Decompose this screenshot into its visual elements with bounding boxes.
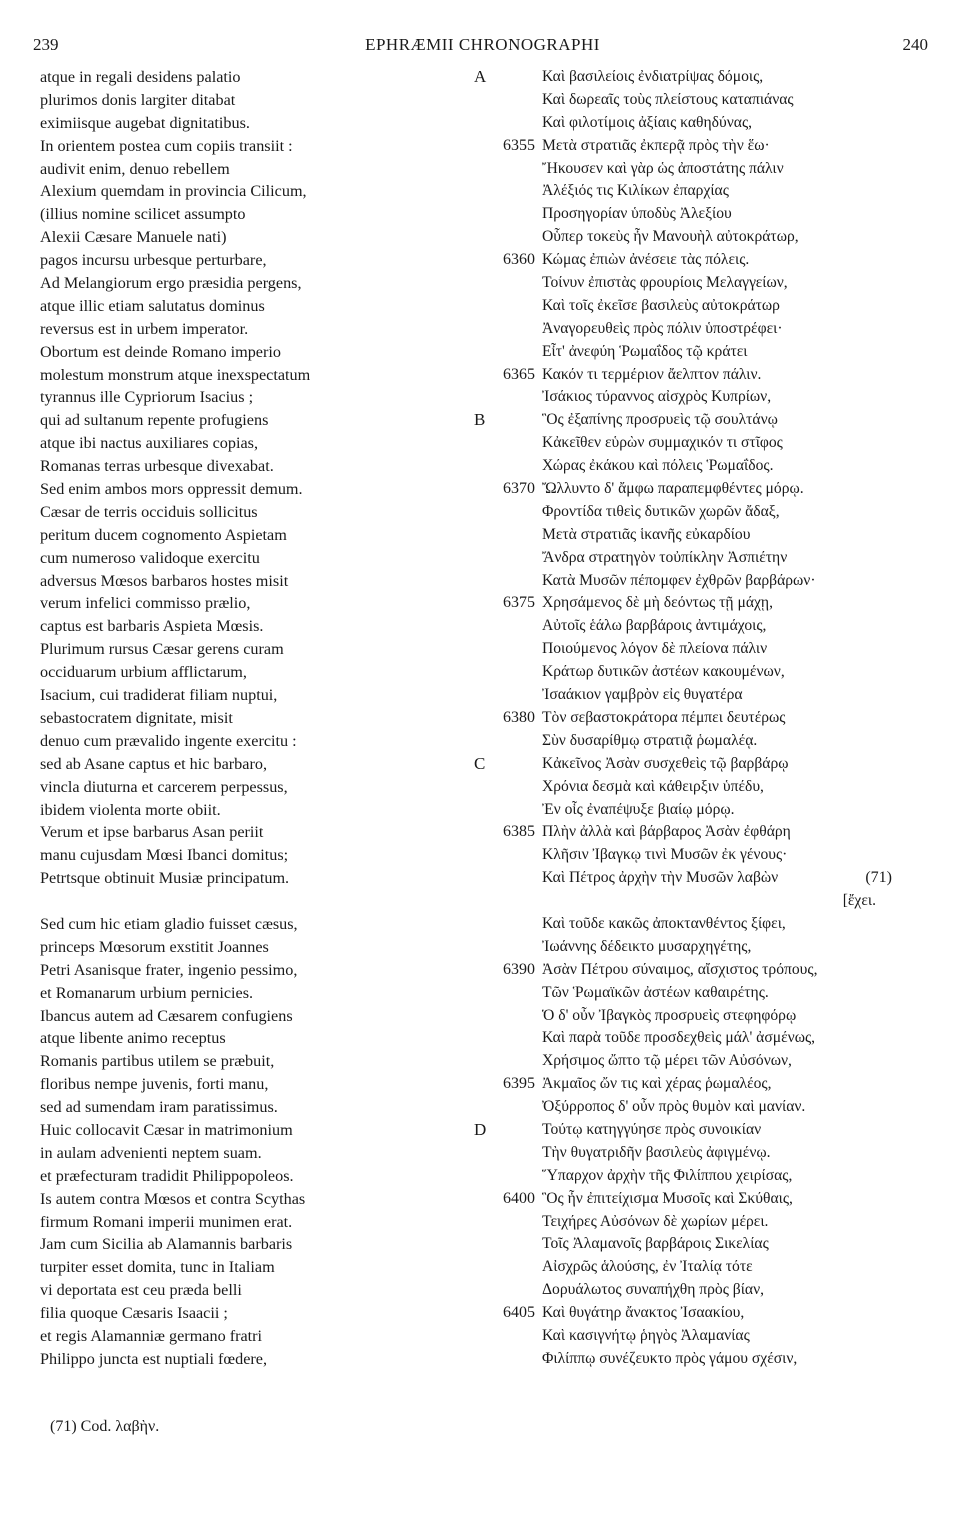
margin-row	[440, 1027, 535, 1050]
latin-line: verum infelici commisso prælio,	[40, 594, 251, 613]
section-letter: B	[474, 410, 486, 430]
latin-line: Romanis partibus utilem se præbuit,	[40, 1052, 275, 1071]
margin-row	[440, 1279, 535, 1302]
greek-line-text: Χώρας ἐκάκου καὶ πόλεις Ῥωμαΐδος.	[542, 457, 774, 475]
greek-line	[542, 730, 932, 753]
latin-line: qui ad sultanum repente profugiens	[40, 411, 269, 430]
margin-row	[440, 615, 535, 638]
margin-row	[440, 341, 535, 364]
greek-line-text: Τοῖς Ἀλαμανοῖς βαρβάροις Σικελίας	[542, 1235, 769, 1253]
greek-line	[542, 66, 932, 89]
latin-line: floribus nempe juvenis, forti manu,	[40, 1075, 269, 1094]
margin-row	[440, 684, 535, 707]
margin-row	[440, 249, 535, 272]
latin-line: Huic collocavit Cæsar in matrimonium	[40, 1120, 293, 1139]
greek-line	[542, 776, 932, 799]
greek-line-text: Κώμας ἐπιὼν ἀνέσειε τὰς πόλεις.	[542, 251, 750, 269]
section-letter: C	[474, 753, 486, 773]
greek-line-text: Πλὴν ἀλλὰ καὶ βάρβαρος Ἀσὰν ἐφθάρη	[542, 823, 791, 841]
margin-row	[440, 1073, 535, 1096]
latin-line: audivit enim, denuo rebellem	[40, 159, 230, 178]
verse-number: 6380	[503, 708, 535, 726]
margin-row	[440, 1348, 535, 1371]
latin-line: sed ad sumendam iram paratissimus.	[40, 1098, 278, 1117]
greek-line-text: Χρησάμενος δὲ μὴ δεόντως τῇ μάχῃ,	[542, 594, 773, 612]
latin-line: Obortum est deinde Romano imperio	[40, 342, 281, 361]
margin-row	[440, 1325, 535, 1348]
greek-line	[542, 936, 932, 959]
latin-line: Romanas terras urbesque divexabat.	[40, 457, 274, 476]
greek-line-text: Κακόν τι τερμέριον ἄελπτον πάλιν.	[542, 365, 762, 383]
greek-line-text: Προσηγορίαν ὑποδὺς Ἀλεξίου	[542, 205, 732, 223]
greek-line-text: Καὶ παρὰ τοῦδε προσδεχθεὶς μάλ' ἀσμένως,	[542, 1029, 816, 1047]
greek-line-text: Κράτωρ δυτικῶν ἀστέων κακουμένων,	[542, 663, 785, 681]
greek-line-text: Φροντίδα τιθεὶς δυτικῶν χωρῶν ἄδαξ,	[542, 502, 780, 520]
greek-line	[542, 867, 932, 890]
greek-line	[542, 455, 932, 478]
verse-number: 6375	[503, 594, 535, 612]
margin-row	[440, 386, 535, 409]
latin-line: Is autem contra Mœsos et contra Scythas	[40, 1189, 306, 1208]
margin-row	[440, 1142, 535, 1165]
greek-line	[542, 386, 932, 409]
margin-row	[440, 1302, 535, 1325]
latin-line: denuo cum prævalido ingente exercitu :	[40, 731, 297, 750]
latin-line: reversus est in urbem imperator.	[40, 319, 249, 338]
latin-line: atque ibi nactus auxiliares copias,	[40, 434, 259, 453]
margin-row	[440, 524, 535, 547]
greek-line	[542, 432, 932, 455]
greek-line	[542, 272, 932, 295]
section-letter: D	[474, 1119, 487, 1139]
greek-line-text: Σὺν δυσαρίθμῳ στρατιᾷ ῥωμαλέᾳ.	[542, 731, 758, 749]
greek-line	[542, 135, 932, 158]
verse-number: 6385	[503, 823, 535, 841]
latin-column	[40, 66, 430, 1371]
greek-line-text: Ποιούμενος λόγον δὲ πλείονα πάλιν	[542, 640, 768, 658]
greek-line	[542, 1073, 932, 1096]
greek-line-text: Μετὰ στρατιᾶς ἐκπερᾷ πρὸς τὴν ἕω·	[542, 136, 770, 154]
latin-line: cum numeroso validoque exercitu	[40, 548, 260, 567]
margin-row	[440, 890, 535, 913]
margin-row	[440, 1050, 535, 1073]
greek-line-text: Καὶ θυγάτηρ ἄνακτος Ἰσαακίου,	[542, 1304, 745, 1322]
margin-row	[440, 661, 535, 684]
greek-line	[542, 821, 932, 844]
greek-line-text: Ἰσαάκιον γαμβρὸν εἰς θυγατέρα	[542, 686, 743, 704]
margin-row	[440, 1005, 535, 1028]
latin-line: Isacium, cui tradiderat filiam nuptui,	[40, 686, 278, 705]
margin-row	[440, 936, 535, 959]
greek-line-text: Ἰωάννης δέδεικτο μυσαρχηγέτης,	[542, 937, 752, 955]
margin-row	[440, 318, 535, 341]
greek-line	[542, 478, 932, 501]
greek-line-text: Ὃς ἐξαπίνης προσρυεὶς τῷ σουλτάνῳ	[542, 411, 778, 429]
margin-row	[440, 158, 535, 181]
margin-row	[440, 1119, 535, 1142]
margin-row	[440, 547, 535, 570]
greek-line-text: Φιλίππῳ συνέζευκτο πρὸς γάμου σχέσιν,	[542, 1349, 798, 1367]
greek-line	[542, 570, 932, 593]
greek-line	[542, 89, 932, 112]
latin-line: Sed cum hic etiam gladio fuisset cæsus,	[40, 914, 298, 933]
margin-row	[440, 730, 535, 753]
greek-line	[542, 409, 932, 432]
greek-line	[542, 524, 932, 547]
margin-row	[440, 707, 535, 730]
margin-row	[440, 1165, 535, 1188]
greek-line-text: Κἀκεῖνος Ἀσὰν συσχεθεὶς τῷ βαρβάρῳ	[542, 754, 789, 772]
latin-line: atque illic etiam salutatus dominus	[40, 296, 265, 315]
greek-line	[542, 753, 932, 776]
greek-line	[542, 203, 932, 226]
greek-line-text: Καὶ φιλοτίμοις ἀξίαις καθηδύνας,	[542, 113, 753, 131]
greek-line-text: Τοίνυν ἐπιστὰς φρουρίοις Μελαγγείων,	[542, 274, 788, 292]
margin-row	[440, 66, 535, 89]
margin-row	[440, 638, 535, 661]
greek-line-text: Ἤκουσεν καὶ γὰρ ὡς ἀποστάτης πάλιν	[542, 159, 784, 177]
latin-line: Petri Asanisque frater, ingenio pessimo,	[40, 960, 298, 979]
greek-line	[542, 844, 932, 867]
latin-line: Philippo juncta est nuptiali fœdere,	[40, 1349, 268, 1368]
greek-line-text: Τῶν Ῥωμαϊκῶν ἀστέων καθαιρέτης.	[542, 983, 769, 1001]
greek-line-text: Καὶ τοῖς ἐκεῖσε βασιλεὺς αὐτοκράτωρ	[542, 296, 780, 314]
margin-row	[440, 501, 535, 524]
greek-line	[542, 615, 932, 638]
latin-line: firmum Romani imperii munimen erat.	[40, 1212, 293, 1231]
greek-line-text: Ἐν οἷς ἐναπέψυξε βιαίῳ μόρῳ.	[542, 800, 735, 818]
latin-line: pagos incursu urbesque perturbare,	[40, 251, 267, 270]
greek-line-text: Κλῆσιν Ἰβαγκῳ τινὶ Μυσῶν ἐκ γένους·	[542, 846, 788, 864]
greek-line	[542, 1233, 932, 1256]
margin-row	[440, 272, 535, 295]
greek-column	[542, 66, 932, 1371]
line-number-column	[440, 66, 535, 1371]
running-title: EPHRÆMII CHRONOGRAPHI	[365, 35, 600, 54]
latin-line: ibidem violenta morte obiit.	[40, 800, 221, 819]
greek-line-text: Τειχήρες Αὐσόνων δὲ χωρίων μέρει.	[542, 1212, 769, 1230]
greek-line	[542, 112, 932, 135]
greek-line	[542, 1027, 932, 1050]
greek-line	[542, 1142, 932, 1165]
greek-line	[542, 1325, 932, 1348]
greek-line	[542, 318, 932, 341]
greek-line	[542, 799, 932, 822]
verse-number: 6360	[503, 251, 535, 269]
latin-line: et Romanarum urbium pernicies.	[40, 983, 254, 1002]
margin-row	[440, 455, 535, 478]
greek-line-text: Καὶ Πέτρος ἀρχὴν τὴν Μυσῶν λαβὼν	[542, 869, 779, 887]
margin-row	[440, 799, 535, 822]
verse-number: 6370	[503, 480, 535, 498]
greek-line	[542, 1165, 932, 1188]
greek-line	[542, 638, 932, 661]
latin-line: filia quoque Cæsaris Isaacii ;	[40, 1304, 228, 1323]
greek-line-text: Δορυάλωτος συναπήχθη πρὸς βίαν,	[542, 1281, 765, 1299]
greek-line-text: Καὶ κασιγνήτῳ ῥηγὸς Ἀλαμανίας	[542, 1326, 750, 1344]
latin-line: eximiisque augebat dignitatibus.	[40, 113, 250, 132]
margin-row	[440, 226, 535, 249]
latin-line: et regis Alamanniæ germano fratri	[40, 1326, 263, 1345]
greek-line-text: Οὗπερ τοκεὺς ἦν Μανουὴλ αὐτοκράτωρ,	[542, 228, 799, 246]
greek-line	[542, 890, 932, 913]
latin-line: manu cujusdam Mœsi Ibanci domitus;	[40, 846, 289, 865]
greek-line	[542, 180, 932, 203]
margin-row	[440, 867, 535, 890]
margin-row	[440, 821, 535, 844]
greek-line-text: Ὀξύρροπος δ' οὖν πρὸς θυμὸν καὶ μανίαν.	[542, 1098, 806, 1116]
latin-line: Ad Melangiorum ergo præsidia pergens,	[40, 274, 302, 293]
latin-line: atque in regali desidens palatio	[40, 68, 241, 86]
section-letter: A	[474, 67, 487, 86]
latin-line: sed ab Asane captus et hic barbaro,	[40, 754, 267, 773]
greek-line-text: Αὐτοῖς ἑάλω βαρβάροις ἀντιμάχοις,	[542, 617, 767, 635]
greek-line-text: Ἀλέξιός τις Κιλίκων ἐπαρχίας	[542, 182, 729, 200]
margin-row	[440, 1233, 535, 1256]
greek-line-text: Ὁ δ' οὖν Ἰβαγκὸς προσρυεὶς στεφηφόρῳ	[542, 1006, 797, 1024]
greek-line	[542, 959, 932, 982]
greek-line	[542, 1348, 932, 1371]
greek-line	[542, 661, 932, 684]
margin-row	[440, 295, 535, 318]
latin-line: In orientem postea cum copiis transiit :	[40, 136, 293, 155]
greek-line	[542, 341, 932, 364]
latin-line: Plurimum rursus Cæsar gerens curam	[40, 640, 284, 659]
margin-row	[440, 982, 535, 1005]
greek-line-text: Ἀναγορευθεὶς πρὸς πόλιν ὑποστρέφει·	[542, 319, 783, 337]
margin-row	[440, 1211, 535, 1234]
margin-row	[440, 409, 535, 432]
margin-row	[440, 112, 535, 135]
greek-line-text: Ὃς ἦν ἐπιτείχισμα Μυσοῖς καὶ Σκύθαις,	[542, 1189, 793, 1207]
greek-line-text: Αἰσχρῶς ἁλούσης, ἐν Ἰταλίᾳ τότε	[542, 1258, 753, 1276]
greek-line	[542, 295, 932, 318]
margin-row	[440, 135, 535, 158]
greek-line	[542, 684, 932, 707]
greek-line-text: Καὶ δωρεαῖς τοὺς πλείστους καταπιάνας	[542, 90, 794, 108]
greek-line-text: Εἶτ' ἀνεφύη Ῥωμαΐδος τῷ κράτει	[542, 342, 748, 360]
greek-line	[542, 1005, 932, 1028]
margin-row	[440, 753, 535, 776]
latin-line: adversus Mœsos barbaros hostes misit	[40, 571, 289, 590]
latin-line: Cæsar de terris occiduis sollicitus	[40, 502, 258, 521]
greek-line-text: Χρόνια δεσμὰ καὶ κάθειρξιν ὑπέδυ,	[542, 777, 764, 795]
greek-line-text: Ἀσὰν Πέτρου σύναιμος, αἴσχιστος τρόπους,	[542, 960, 818, 978]
greek-line-text: Κἀκεῖθεν εὑρὼν συμμαχικόν τι στῖφος	[542, 434, 783, 452]
greek-line	[542, 547, 932, 570]
greek-line-text: [ἔχει.	[842, 892, 876, 910]
footnote-marker: (71)	[865, 869, 892, 887]
margin-row	[440, 364, 535, 387]
greek-line-text: Καὶ βασιλείοις ἐνδιατρίψας δόμοις,	[542, 68, 764, 85]
latin-line: tyrannus ille Cypriorum Isacius ;	[40, 388, 254, 407]
latin-line: Petrtsque obtinuit Musiæ principatum.	[40, 869, 290, 888]
greek-line-text: Χρήσιμος ὤπτο τῷ μέρει τῶν Αὐσόνων,	[542, 1052, 792, 1070]
margin-row	[440, 913, 535, 936]
margin-row	[440, 89, 535, 112]
margin-row	[440, 570, 535, 593]
greek-line	[542, 913, 932, 936]
margin-row	[440, 1188, 535, 1211]
greek-line	[542, 226, 932, 249]
latin-line: princeps Mœsorum exstitit Joannes	[40, 937, 269, 956]
latin-line: Jam cum Sicilia ab Alamannis barbaris	[40, 1235, 293, 1254]
greek-line	[542, 1050, 932, 1073]
latin-line: et præfecturam tradidit Philippopoleos.	[40, 1166, 294, 1185]
latin-line: vincla diuturna et carcerem perpessus,	[40, 777, 288, 796]
margin-row	[440, 180, 535, 203]
greek-line-text: Καὶ τοῦδε κακῶς ἀποκτανθέντος ξίφει,	[542, 914, 786, 932]
margin-row	[440, 478, 535, 501]
margin-row	[440, 203, 535, 226]
greek-line-text: Ὤλλυντο δ' ἄμφω παραπεμφθέντες μόρῳ.	[542, 480, 804, 498]
latin-line: captus est barbaris Aspieta Mœsis.	[40, 617, 264, 636]
latin-line: peritum ducem cognomento Aspietam	[40, 525, 287, 544]
margin-row	[440, 776, 535, 799]
margin-row	[440, 592, 535, 615]
latin-line	[40, 890, 430, 913]
footnote: (71) Cod. λαβὴν.	[50, 1418, 160, 1435]
page-number-right: 240	[902, 35, 928, 54]
verse-number: 6400	[503, 1189, 535, 1207]
latin-line: Alexium quemdam in provincia Cilicum,	[40, 182, 307, 201]
greek-line-text: Ὕπαρχον ἀρχὴν τῆς Φιλίππου χειρίσας,	[542, 1166, 793, 1184]
verse-number: 6355	[503, 136, 535, 154]
verse-number: 6365	[503, 365, 535, 383]
margin-row	[440, 1256, 535, 1279]
greek-line	[542, 1279, 932, 1302]
margin-row	[440, 844, 535, 867]
latin-line: Alexii Cæsare Manuele nati)	[40, 228, 227, 247]
margin-row	[440, 1096, 535, 1119]
latin-line: sebastocratem dignitate, misit	[40, 708, 233, 727]
greek-line	[542, 1302, 932, 1325]
latin-line: occiduarum urbium afflictarum,	[40, 663, 247, 682]
greek-line-text: Ἄνδρα στρατηγὸν τοὐπίκλην Ἀσπιέτην	[542, 548, 788, 566]
latin-line: in aulam advenienti neptem suam.	[40, 1143, 262, 1162]
greek-line-text: Ἰσάκιος τύραννος αἰσχρὸς Κυπρίων,	[542, 388, 772, 406]
greek-line	[542, 1188, 932, 1211]
greek-line-text: Ἀκμαῖος ὤν τις καὶ χέρας ῥωμαλέος,	[542, 1075, 772, 1093]
greek-line-text: Τὴν θυγατριδῆν βασιλεὺς ἀφιγμένῳ.	[542, 1143, 771, 1161]
latin-line: Ibancus autem ad Cæsarem confugiens	[40, 1006, 293, 1025]
latin-line: plurimos donis largiter ditabat	[40, 90, 236, 109]
latin-line: atque libente animo receptus	[40, 1029, 226, 1048]
greek-line	[542, 592, 932, 615]
greek-line	[542, 1096, 932, 1119]
verse-number: 6390	[503, 960, 535, 978]
greek-line	[542, 1119, 932, 1142]
greek-line-text: Τὸν σεβαστοκράτορα πέμπει δευτέρως	[542, 708, 786, 726]
greek-line	[542, 158, 932, 181]
verse-number: 6405	[503, 1304, 535, 1322]
greek-line	[542, 364, 932, 387]
latin-line: Verum et ipse barbarus Asan periit	[40, 823, 264, 842]
greek-line	[542, 982, 932, 1005]
greek-line	[542, 501, 932, 524]
page-number-left: 239	[33, 35, 59, 54]
latin-line: (illius nomine scilicet assumpto	[40, 205, 246, 224]
greek-line-text: Τούτῳ κατηγγύησε πρὸς συνοικίαν	[542, 1120, 762, 1138]
greek-line	[542, 249, 932, 272]
verse-number: 6395	[503, 1075, 535, 1093]
latin-line: vi deportata est ceu præda belli	[40, 1281, 242, 1300]
latin-line: Sed enim ambos mors oppressit demum.	[40, 480, 303, 499]
greek-line-text: Μετὰ στρατιᾶς ἱκανῆς εὐκαρδίου	[542, 525, 751, 543]
latin-line: molestum monstrum atque inexspectatum	[40, 365, 311, 384]
latin-line: turpiter esset domita, tunc in Italiam	[40, 1258, 275, 1277]
greek-line-text: Κατὰ Μυσῶν πέπομφεν ἐχθρῶν βαρβάρων·	[542, 571, 816, 589]
margin-row	[440, 959, 535, 982]
page-header	[0, 0, 965, 60]
greek-line	[542, 1256, 932, 1279]
margin-row	[440, 432, 535, 455]
greek-line	[542, 1211, 932, 1234]
greek-line	[542, 707, 932, 730]
